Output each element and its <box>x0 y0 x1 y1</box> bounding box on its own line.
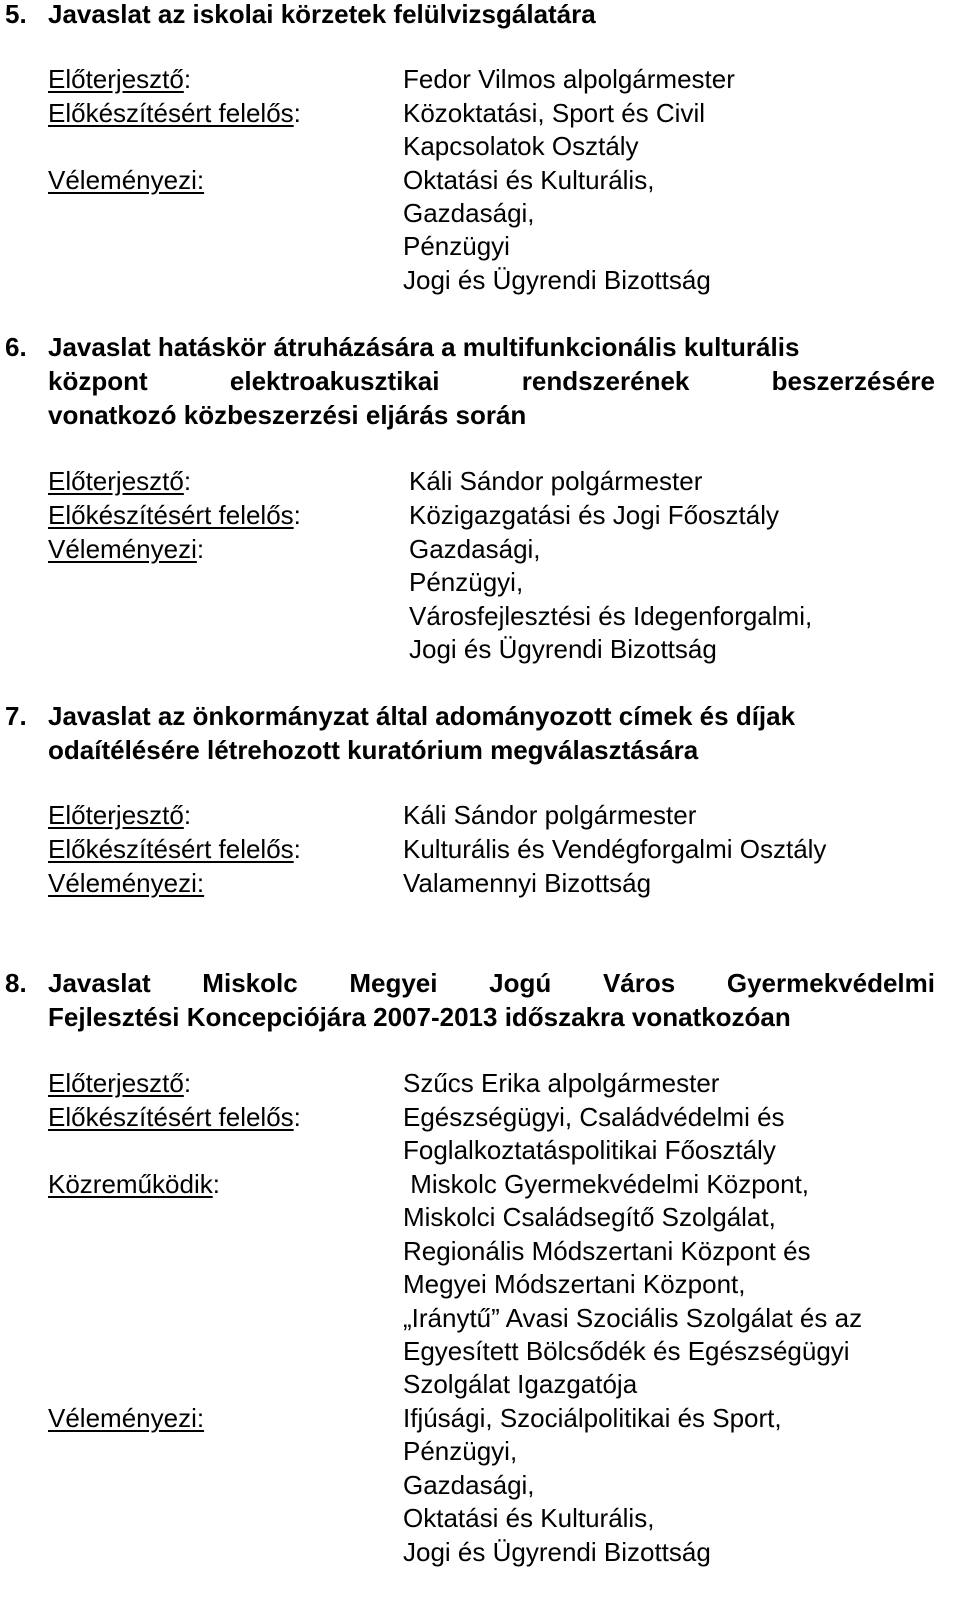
value-line: Foglalkoztatáspolitikai Főosztály <box>403 1135 776 1165</box>
value-line: Pénzügyi, <box>403 1436 518 1466</box>
item-title-line: Javaslat az önkormányzat által adományozott címek és díjak <box>48 701 796 731</box>
label-elokeszitesert-felelos: Előkészítésért felelős: <box>48 1102 301 1132</box>
label-velemenyezi: Véleményezi: <box>48 165 205 195</box>
value-line: Fedor Vilmos alpolgármester <box>403 64 735 94</box>
value-line: Megyei Módszertani Központ, <box>403 1269 746 1299</box>
label-eloterjeszto: Előterjesztő: <box>48 800 192 830</box>
value-line: Gazdasági, <box>403 1470 535 1500</box>
item-title-line: Javaslat Miskolc Megyei Jogú Város Gyermekvédelmi <box>48 968 935 998</box>
value-line: Jogi és Ügyrendi Bizottság <box>403 265 711 295</box>
value-line: Kulturális és Vendégforgalmi Osztály <box>403 834 827 864</box>
item-number: 7. <box>5 701 27 731</box>
value-line: Közigazgatási és Jogi Főosztály <box>409 500 779 530</box>
value-line: Városfejlesztési és Idegenforgalmi, <box>409 601 813 631</box>
value-line: Kapcsolatok Osztály <box>403 131 639 161</box>
label-elokeszitesert-felelos: Előkészítésért felelős: <box>48 98 301 128</box>
item-title <box>5 966 935 1034</box>
value-line: Gazdasági, <box>403 198 535 228</box>
value-line: Jogi és Ügyrendi Bizottság <box>409 634 717 664</box>
value-line: „Iránytű” Avasi Szociális Szolgálat és az <box>403 1303 863 1333</box>
item-title-line: vonatkozó közbeszerzési eljárás során <box>48 400 527 430</box>
item-title-line: Fejlesztési Koncepciójára 2007-2013 időszakra vonatkozóan <box>48 1002 791 1032</box>
value-line: Szűcs Erika alpolgármester <box>403 1068 720 1098</box>
item-title <box>5 699 935 767</box>
value-line: Káli Sándor polgármester <box>409 466 703 496</box>
item-title-line: központ elektroakusztikai rendszerének beszerzésére <box>48 366 935 396</box>
value-line: Ifjúsági, Szociálpolitikai és Sport, <box>403 1403 782 1433</box>
value-line: Közoktatási, Sport és Civil <box>403 98 706 128</box>
value-line: Pénzügyi, <box>409 567 524 597</box>
value-line: Miskolc Gyermekvédelmi Központ, <box>403 1169 810 1199</box>
value-line: Egészségügyi, Családvédelmi és <box>403 1102 785 1132</box>
label-eloterjeszto: Előterjesztő: <box>48 1068 192 1098</box>
label-velemenyezi: Véleményezi: <box>48 868 205 898</box>
item-title-line: odaítélésére létrehozott kuratórium megválasztására <box>48 735 699 765</box>
item-title <box>5 330 935 432</box>
item-title-line: Javaslat az iskolai körzetek felülvizsgálatára <box>48 0 596 29</box>
label-eloterjeszto: Előterjesztő: <box>48 64 192 94</box>
value-line: Oktatási és Kulturális, <box>403 1503 655 1533</box>
item-title <box>5 0 935 31</box>
label-kozremukodik: Közreműködik: <box>48 1169 220 1199</box>
value-line: Pénzügyi <box>403 231 510 261</box>
value-line: Jogi és Ügyrendi Bizottság <box>403 1537 711 1567</box>
value-line: Regionális Módszertani Központ és <box>403 1236 811 1266</box>
label-elokeszitesert-felelos: Előkészítésért felelős: <box>48 500 301 530</box>
item-number: 5. <box>5 0 27 29</box>
label-velemenyezi: Véleményezi: <box>48 1403 205 1433</box>
value-line: Oktatási és Kulturális, <box>403 165 655 195</box>
value-line: Káli Sándor polgármester <box>403 800 697 830</box>
value-line: Egyesített Bölcsődék és Egészségügyi <box>403 1336 850 1366</box>
label-eloterjeszto: Előterjesztő: <box>48 466 192 496</box>
value-line: Valamennyi Bizottság <box>403 868 652 898</box>
label-velemenyezi: Véleményezi: <box>48 534 205 564</box>
item-title-line: Javaslat hatáskör átruházására a multifunkcionális kulturális <box>48 332 800 362</box>
value-line: Miskolci Családsegítő Szolgálat, <box>403 1202 776 1232</box>
value-line: Szolgálat Igazgatója <box>403 1369 638 1399</box>
item-number: 8. <box>5 968 27 998</box>
value-line: Gazdasági, <box>409 534 541 564</box>
label-elokeszitesert-felelos: Előkészítésért felelős: <box>48 834 301 864</box>
item-number: 6. <box>5 332 27 362</box>
